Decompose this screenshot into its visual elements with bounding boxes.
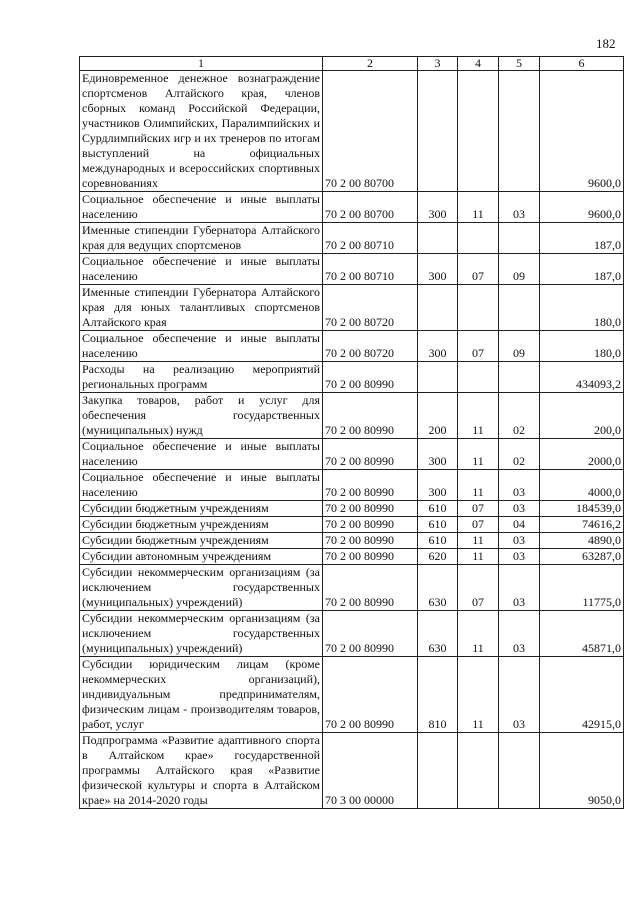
target-code-cell: 70 2 00 80700	[323, 71, 418, 192]
table-body	[80, 71, 624, 809]
amount-cell: 63287,0	[540, 549, 624, 565]
amount-cell: 187,0	[540, 223, 624, 254]
target-code-cell: 70 2 00 80990	[323, 533, 418, 549]
amount-cell: 9600,0	[540, 192, 624, 223]
table-row	[80, 533, 624, 549]
section-cell: 11	[458, 393, 499, 439]
subsection-cell: 09	[499, 331, 540, 362]
amount-cell: 4000,0	[540, 470, 624, 501]
amount-cell: 11775,0	[540, 565, 624, 611]
target-code-cell: 70 2 00 80990	[323, 501, 418, 517]
target-code-cell: 70 2 00 80700	[323, 192, 418, 223]
expense-type-cell: 300	[418, 439, 458, 470]
table-row	[80, 439, 624, 470]
amount-cell: 4890,0	[540, 533, 624, 549]
section-cell: 07	[458, 565, 499, 611]
expense-type-cell	[418, 733, 458, 809]
target-code-cell: 70 2 00 80990	[323, 362, 418, 393]
subsection-cell: 03	[499, 565, 540, 611]
item-name-cell: Единовременное денежное вознаграждение спортсменов Алтайского края, членов сборных команд Российской Федерации, участников Олимпийских, Паралимпийских и Сурдлимпийских игр и их тренеров по итогам выступлений на официальных международных и всероссийских спортивных соревнованиях	[80, 71, 323, 192]
item-name-cell: Именные стипендии Губернатора Алтайского края для юных талантливых спортсменов Алтайского края	[80, 285, 323, 331]
expense-type-cell: 300	[418, 470, 458, 501]
amount-cell: 45871,0	[540, 611, 624, 657]
table-row	[80, 611, 624, 657]
item-name-cell: Субсидии бюджетным учреждениям	[80, 501, 323, 517]
item-name-cell: Именные стипендии Губернатора Алтайского края для ведущих спортсменов	[80, 223, 323, 254]
table-header-row	[80, 57, 624, 71]
table-row	[80, 285, 624, 331]
item-name-cell: Субсидии некоммерческим организациям (за исключением государственных (муниципальных) учреждений)	[80, 611, 323, 657]
subsection-cell	[499, 71, 540, 192]
expense-type-cell: 300	[418, 331, 458, 362]
target-code-cell: 70 2 00 80710	[323, 254, 418, 285]
target-code-cell: 70 2 00 80990	[323, 611, 418, 657]
target-code-cell: 70 2 00 80990	[323, 549, 418, 565]
item-name-cell: Субсидии бюджетным учреждениям	[80, 517, 323, 533]
item-name-cell: Подпрограмма «Развитие адаптивного спорта в Алтайском крае» государственной программы Алтайского края «Развитие физической культуры и спорта в Алтайском крае» на 2014-2020 годы	[80, 733, 323, 809]
section-cell	[458, 223, 499, 254]
target-code-cell: 70 2 00 80990	[323, 517, 418, 533]
expense-type-cell: 610	[418, 533, 458, 549]
subsection-cell: 03	[499, 501, 540, 517]
target-code-cell: 70 3 00 00000	[323, 733, 418, 809]
table-row	[80, 192, 624, 223]
table-row	[80, 223, 624, 254]
amount-cell: 42915,0	[540, 657, 624, 733]
section-cell	[458, 71, 499, 192]
subsection-cell	[499, 285, 540, 331]
item-name-cell: Социальное обеспечение и иные выплаты населению	[80, 254, 323, 285]
budget-table	[79, 56, 624, 809]
expense-type-cell	[418, 71, 458, 192]
amount-cell: 9600,0	[540, 71, 624, 192]
subsection-cell: 02	[499, 393, 540, 439]
subsection-cell: 03	[499, 470, 540, 501]
amount-cell: 9050,0	[540, 733, 624, 809]
section-cell	[458, 362, 499, 393]
expense-type-cell: 610	[418, 501, 458, 517]
item-name-cell: Субсидии бюджетным учреждениям	[80, 533, 323, 549]
item-name-cell: Социальное обеспечение и иные выплаты населению	[80, 331, 323, 362]
item-name-cell: Субсидии некоммерческим организациям (за исключением государственных (муниципальных) учреждений)	[80, 565, 323, 611]
target-code-cell: 70 2 00 80720	[323, 285, 418, 331]
item-name-cell: Субсидии автономным учреждениям	[80, 549, 323, 565]
amount-cell: 434093,2	[540, 362, 624, 393]
section-cell: 07	[458, 331, 499, 362]
amount-cell: 200,0	[540, 393, 624, 439]
subsection-cell	[499, 223, 540, 254]
subsection-cell	[499, 362, 540, 393]
column-header: 1	[80, 57, 323, 71]
page-number: 182	[596, 36, 616, 51]
item-name-cell: Социальное обеспечение и иные выплаты населению	[80, 470, 323, 501]
section-cell: 11	[458, 192, 499, 223]
section-cell: 11	[458, 470, 499, 501]
subsection-cell: 03	[499, 192, 540, 223]
table-row	[80, 657, 624, 733]
table-row	[80, 549, 624, 565]
item-name-cell: Закупка товаров, работ и услуг для обеспечения государственных (муниципальных) нужд	[80, 393, 323, 439]
section-cell: 11	[458, 549, 499, 565]
column-header: 6	[540, 57, 624, 71]
target-code-cell: 70 2 00 80990	[323, 657, 418, 733]
target-code-cell: 70 2 00 80990	[323, 470, 418, 501]
subsection-cell: 04	[499, 517, 540, 533]
expense-type-cell: 300	[418, 254, 458, 285]
expense-type-cell: 610	[418, 517, 458, 533]
expense-type-cell: 630	[418, 565, 458, 611]
expense-type-cell: 630	[418, 611, 458, 657]
expense-type-cell: 300	[418, 192, 458, 223]
expense-type-cell	[418, 362, 458, 393]
subsection-cell: 09	[499, 254, 540, 285]
subsection-cell: 03	[499, 549, 540, 565]
table-row	[80, 393, 624, 439]
amount-cell: 184539,0	[540, 501, 624, 517]
table-row	[80, 565, 624, 611]
subsection-cell: 03	[499, 657, 540, 733]
expense-type-cell: 620	[418, 549, 458, 565]
item-name-cell: Субсидии юридическим лицам (кроме некоммерческих организаций), индивидуальным предпринимателям, физическим лицам - производителям товаров, работ, услуг	[80, 657, 323, 733]
subsection-cell	[499, 733, 540, 809]
subsection-cell: 02	[499, 439, 540, 470]
table-row	[80, 501, 624, 517]
target-code-cell: 70 2 00 80710	[323, 223, 418, 254]
table-row	[80, 733, 624, 809]
expense-type-cell: 200	[418, 393, 458, 439]
section-cell: 07	[458, 517, 499, 533]
section-cell: 11	[458, 611, 499, 657]
target-code-cell: 70 2 00 80720	[323, 331, 418, 362]
section-cell: 11	[458, 533, 499, 549]
expense-type-cell	[418, 223, 458, 254]
table-row	[80, 470, 624, 501]
amount-cell: 74616,2	[540, 517, 624, 533]
table-row	[80, 331, 624, 362]
target-code-cell: 70 2 00 80990	[323, 565, 418, 611]
subsection-cell: 03	[499, 611, 540, 657]
column-header: 5	[499, 57, 540, 71]
table-row	[80, 71, 624, 192]
table-row	[80, 254, 624, 285]
column-header: 4	[458, 57, 499, 71]
section-cell: 11	[458, 439, 499, 470]
amount-cell: 180,0	[540, 331, 624, 362]
table-row	[80, 362, 624, 393]
item-name-cell: Социальное обеспечение и иные выплаты населению	[80, 192, 323, 223]
subsection-cell: 03	[499, 533, 540, 549]
target-code-cell: 70 2 00 80990	[323, 439, 418, 470]
amount-cell: 180,0	[540, 285, 624, 331]
section-cell	[458, 733, 499, 809]
section-cell: 11	[458, 657, 499, 733]
expense-type-cell	[418, 285, 458, 331]
section-cell: 07	[458, 501, 499, 517]
section-cell	[458, 285, 499, 331]
item-name-cell: Социальное обеспечение и иные выплаты населению	[80, 439, 323, 470]
section-cell: 07	[458, 254, 499, 285]
target-code-cell: 70 2 00 80990	[323, 393, 418, 439]
table-row	[80, 517, 624, 533]
amount-cell: 187,0	[540, 254, 624, 285]
column-header: 2	[323, 57, 418, 71]
amount-cell: 2000,0	[540, 439, 624, 470]
item-name-cell: Расходы на реализацию мероприятий региональных программ	[80, 362, 323, 393]
column-header: 3	[418, 57, 458, 71]
expense-type-cell: 810	[418, 657, 458, 733]
